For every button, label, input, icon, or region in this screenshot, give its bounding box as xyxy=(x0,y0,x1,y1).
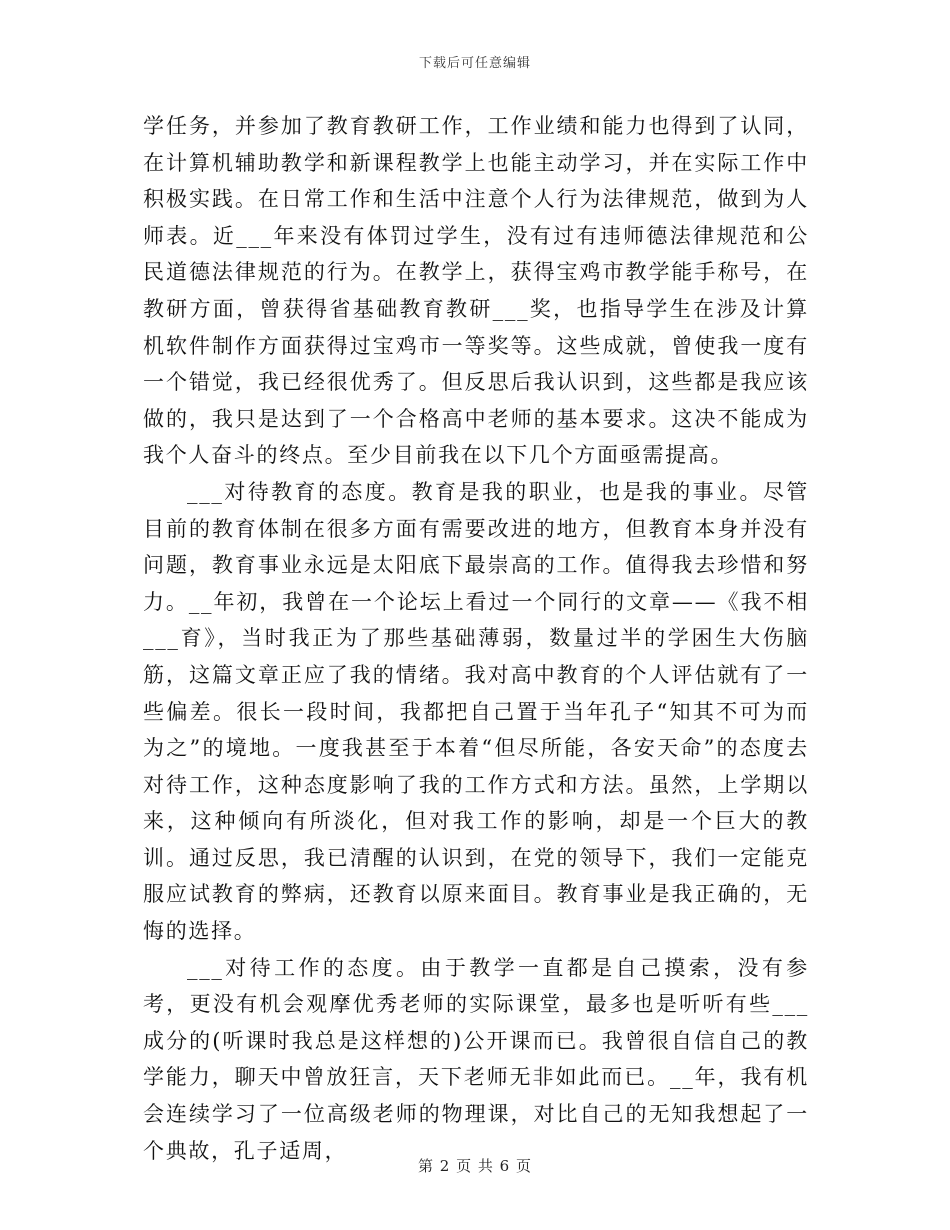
document-body xyxy=(143,108,809,1169)
paragraph-3: ___对待工作的态度。由于教学一直都是自己摸索，没有参考，更没有机会观摩优秀老师的实际课堂，最多也是听听有些___成分的(听课时我总是这样想的)公开课而已。我曾很自信自己的教学能力，聊天中曾放狂言，天下老师无非如此而已。__年，我有机会连续学习了一位高级老师的物理课，对比自己的无知我想起了一个典故，孔子适周， xyxy=(143,955,809,1163)
paragraph-1: 学任务，并参加了教育教研工作，工作业绩和能力也得到了认同，在计算机辅助教学和新课程教学上也能主动学习，并在实际工作中积极实践。在日常工作和生活中注意个人行为法律规范，做到为人师表。近___年来没有体罚过学生，没有过有违师德法律规范和公民道德法律规范的行为。在教学上，获得宝鸡市教学能手称号，在教研方面，曾获得省基础教育教研___奖，也指导学生在涉及计算机软件制作方面获得过宝鸡市一等奖等。这些成就，曾使我一度有一个错觉，我已经很优秀了。但反思后我认识到，这些都是我应该做的，我只是达到了一个合格高中老师的基本要求。这决不能成为我个人奋斗的终点。至少目前我在以下几个方面亟需提高。 xyxy=(143,114,809,468)
page-number-footer: 第 2 页 共 6 页 xyxy=(418,1157,532,1175)
paragraph-2: ___对待教育的态度。教育是我的职业，也是我的事业。尽管目前的教育体制在很多方面有需要改进的地方，但教育本身并没有问题，教育事业永远是太阳底下最崇高的工作。值得我去珍惜和努力。__年初，我曾在一个论坛上看过一个同行的文章——《我不相___育》，当时我正为了那些基础薄弱，数量过半的学困生大伤脑筋，这篇文章正应了我的情绪。我对高中教育的个人评估就有了一些偏差。很长一段时间，我都把自己置于当年孔子“知其不可为而为之”的境地。一度我甚至于本着“但尽所能，各安天命”的态度去对待工作，这种态度影响了我的工作方式和方法。虽然，上学期以来，这种倾向有所淡化，但对我工作的影响，却是一个巨大的教训。通过反思，我已清醒的认识到，在党的领导下，我们一定能克服应试教育的弊病，还教育以原来面目。教育事业是我正确的，无悔的选择。 xyxy=(143,479,809,944)
page-header: 下载后可任意编辑 xyxy=(418,56,531,71)
